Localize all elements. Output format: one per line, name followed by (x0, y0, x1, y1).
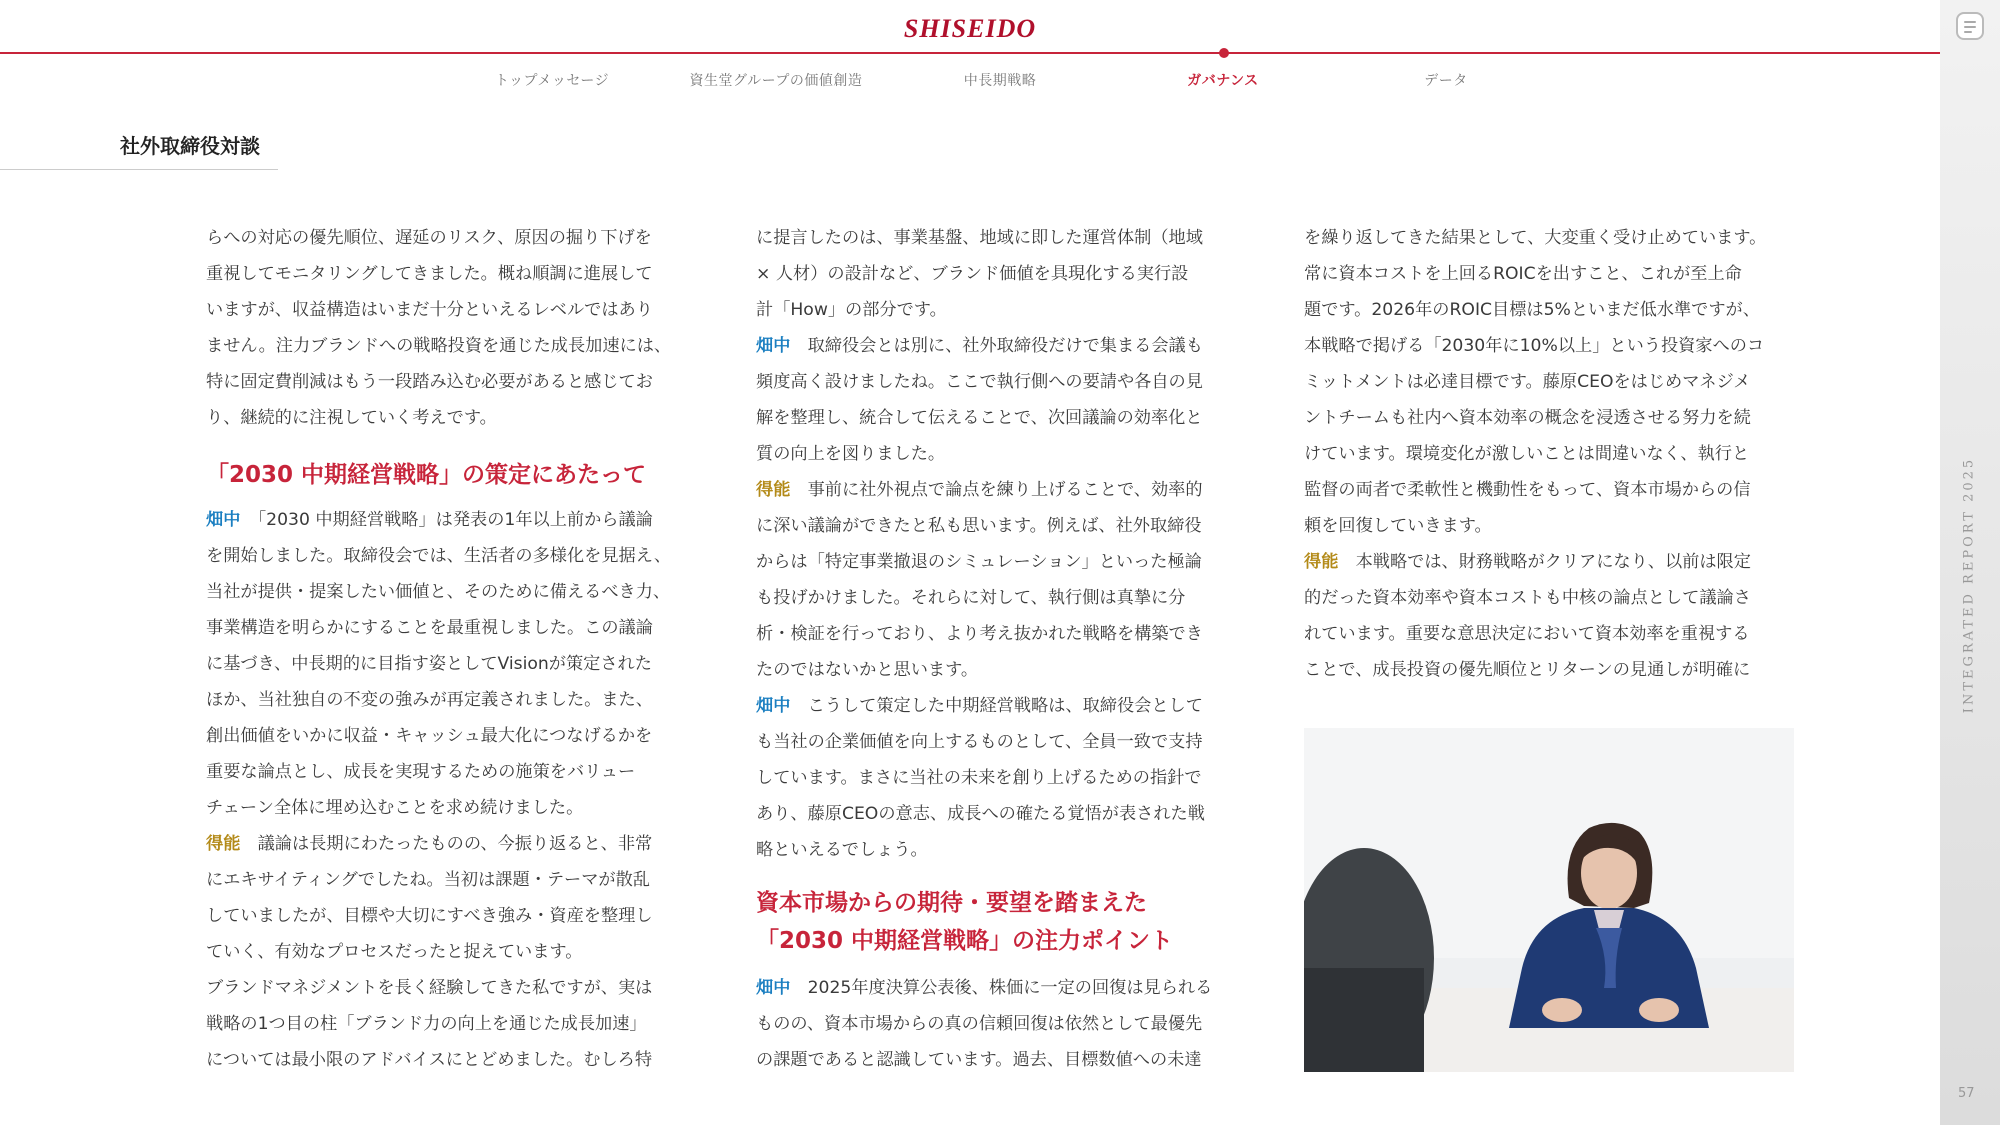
speaker-label: 畑中 (756, 336, 791, 356)
text-line: チェーン全体に埋め込むことを求め続けました。 (206, 798, 584, 818)
paragraph (206, 220, 706, 436)
page-number: 57 (1958, 1086, 1975, 1101)
text-line: あり、藤原CEOの意志、成長への確たる覚悟が表された戦 (756, 804, 1205, 824)
text-line: 略といえるでしょう。 (756, 840, 928, 860)
tab-data[interactable]: データ (1424, 73, 1468, 89)
text-line: れています。重要な意思決定において資本効率を重視する (1304, 624, 1750, 644)
text-line: × 人材）の設計など、ブランド価値を具現化する実行設 (756, 264, 1189, 284)
text-line: に深い議論ができたと私も思います。例えば、社外取締役 (756, 516, 1202, 536)
tab-top-message[interactable]: トップメッセージ (494, 73, 610, 89)
text-line: 頼を回復していきます。 (1304, 516, 1492, 536)
speaker-label: 得能 (1304, 552, 1339, 572)
text-line: 析・検証を行っており、より考え抜かれた戦略を構築でき (756, 624, 1203, 644)
text-column-3 (1304, 220, 1814, 688)
text-line: ていく、有効なプロセスだったと捉えています。 (206, 942, 583, 962)
menu-icon[interactable] (1956, 12, 1984, 40)
text-line: に基づき、中長期的に目指す姿としてVisionが策定された (206, 654, 652, 674)
interview-photo (1304, 728, 1794, 1072)
text-line: 事業構造を明らかにすることを最重視しました。この議論 (206, 618, 653, 638)
text-line: を繰り返してきた結果として、大変重く受け止めています。 (1304, 228, 1767, 248)
text-line: いますが、収益構造はいまだ十分といえるレベルではあり (206, 300, 653, 320)
text-line: ことで、成長投資の優先順位とリターンの見通しが明確に (1304, 660, 1751, 680)
text-line: 2025年度決算公表後、株価に一定の回復は見られる (790, 978, 1213, 998)
text-line: に提言したのは、事業基盤、地域に即した運営体制（地域 (756, 228, 1203, 248)
text-line: 頻度高く設けましたね。ここで執行側への要請や各自の見 (756, 372, 1203, 392)
text-line: 重視してモニタリングしてきました。概ね順調に進展して (206, 264, 653, 284)
text-line: 題です。2026年のROIC目標は5%といまだ低水準ですが、 (1304, 300, 1760, 320)
section-nav (0, 70, 1940, 94)
subheading: 資本市場からの期待・要望を踏まえた (756, 890, 1147, 916)
text-line: も当社の企業価値を向上するものとして、全員一致で支持 (756, 732, 1203, 752)
text-line: からは「特定事業撤退のシミュレーション」といった極論 (756, 552, 1202, 572)
text-line: 議論は長期にわたったものの、今振り返ると、非常 (240, 834, 653, 854)
text-line: ものの、資本市場からの真の信頼回復は依然として最優先 (756, 1014, 1203, 1034)
text-line: については最小限のアドバイスにとどめました。むしろ特 (206, 1050, 653, 1070)
paragraph (206, 826, 706, 1078)
subheading: 「2030 中期経営戦略」の注力ポイント (756, 928, 1174, 954)
speaker-label: 畑中 (756, 978, 791, 998)
paragraph (206, 502, 706, 826)
text-line: 本戦略では、財務戦略がクリアになり、以前は限定 (1338, 552, 1751, 572)
report-label: INTEGRATED REPORT 2025 (1961, 456, 1977, 714)
text-line: り、継続的に注視していく考えです。 (206, 408, 497, 428)
text-line: を開始しました。取締役会では、生活者の多様化を見据え、 (206, 546, 672, 566)
text-line: 監督の両者で柔軟性と機動性をもって、資本市場からの信 (1304, 480, 1751, 500)
active-tab-indicator-icon (1219, 48, 1229, 58)
text-line: 「2030 中期経営戦略」は発表の1年以上前から議論 (240, 510, 653, 530)
speaker-label: 畑中 (206, 510, 241, 530)
text-line: 特に固定費削減はもう一段踏み込む必要があると感じてお (206, 372, 653, 392)
shiseido-logo: SHISEIDO (903, 14, 1037, 43)
paragraph (1304, 220, 1814, 544)
text-line: らへの対応の優先順位、遅延のリスク、原因の掘り下げを (206, 228, 652, 248)
text-line: ントチームも社内へ資本効率の概念を浸透させる努力を続 (1304, 408, 1751, 428)
tab-value-creation[interactable]: 資生堂グループの価値創造 (689, 73, 863, 89)
header-rule (0, 52, 1940, 54)
text-line: 取締役会とは別に、社外取締役だけで集まる会議も (790, 336, 1203, 356)
text-line: 重要な論点とし、成長を実現するための施策をバリュー (206, 762, 636, 782)
text-column-2 (756, 220, 1256, 1078)
text-line: 創出価値をいかに収益・キャッシュ最大化につなげるかを (206, 726, 653, 746)
tab-medium-term-strategy[interactable]: 中長期戦略 (963, 73, 1037, 89)
paragraph (756, 328, 1256, 472)
text-column-1 (206, 220, 706, 1078)
photo-illustration (1304, 728, 1794, 1072)
section-title: 社外取締役対談 (120, 134, 260, 158)
paragraph (756, 220, 1256, 328)
text-line: の課題であると認識しています。過去、目標数値への未達 (756, 1050, 1202, 1070)
tab-governance[interactable]: ガバナンス (1187, 73, 1259, 89)
text-line: も投げかけました。それらに対して、執行側は真摯に分 (756, 588, 1186, 608)
paragraph (756, 970, 1256, 1078)
text-line: ません。注力ブランドへの戦略投資を通じた成長加速には、 (206, 336, 672, 356)
speaker-label: 得能 (756, 480, 791, 500)
text-line: しています。まさに当社の未来を創り上げるための指針で (756, 768, 1202, 788)
text-line: こうして策定した中期経営戦略は、取締役会として (790, 696, 1203, 716)
text-line: 質の向上を図りました。 (756, 444, 946, 464)
speaker-label: 畑中 (756, 696, 791, 716)
text-line: たのではないかと思います。 (756, 660, 979, 680)
text-line: 当社が提供・提案したい価値と、そのために備えるべき力、 (206, 582, 671, 602)
text-line: していましたが、目標や大切にすべき強み・資産を整理し (206, 906, 653, 926)
text-line: 事前に社外視点で論点を練り上げることで、効率的 (790, 480, 1203, 500)
section-title-rule (0, 169, 278, 170)
subheading: 「2030 中期経営戦略」の策定にあたって (206, 462, 647, 488)
text-line: 本戦略で掲げる「2030年に10%以上」という投資家へのコ (1304, 336, 1765, 356)
text-line: 計「How」の部分です。 (756, 300, 947, 320)
text-line: ほか、当社独自の不変の強みが再定義されました。また、 (206, 690, 653, 710)
text-line: けています。環境変化が激しいことは間違いなく、執行と (1304, 444, 1750, 464)
text-line: 的だった資本効率や資本コストも中核の論点として議論さ (1304, 588, 1751, 608)
text-line: 常に資本コストを上回るROICを出すこと、これが至上命 (1304, 264, 1742, 284)
paragraph (756, 472, 1256, 688)
paragraph (756, 688, 1256, 868)
text-line: にエキサイティングでしたね。当初は課題・テーマが散乱 (206, 870, 650, 890)
text-line: ブランドマネジメントを長く経験してきた私ですが、実は (206, 978, 653, 998)
text-line: 解を整理し、統合して伝えることで、次回議論の効率化と (756, 408, 1203, 428)
text-line: 戦略の1つ目の柱「ブランド力の向上を通じた成長加速」 (206, 1014, 647, 1034)
paragraph (1304, 544, 1814, 688)
text-line: ミットメントは必達目標です。藤原CEOをはじめマネジメ (1304, 372, 1751, 392)
speaker-label: 得能 (206, 834, 241, 854)
